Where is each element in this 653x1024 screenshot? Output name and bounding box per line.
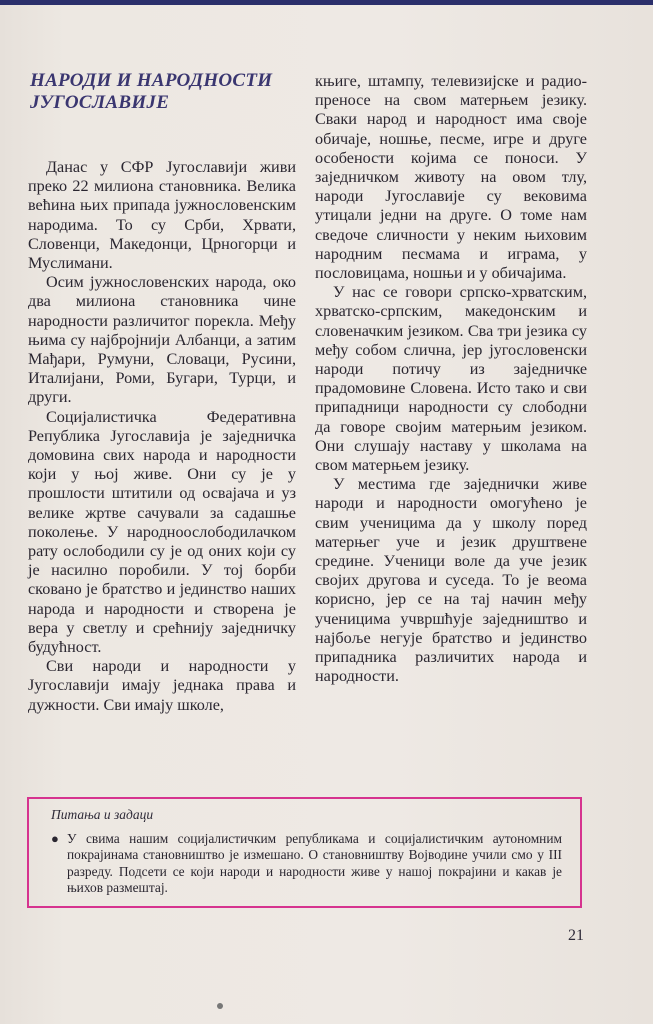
paper-speck (217, 1003, 223, 1009)
question-text: У свима нашим социјалистичким републикама и социјалистичким аутономним покрајинама становништво је измешано. О становништву Војводине учили смо у III разреду. Подсети сe који народи и народности живе у нашој покрајини и какав је њихов размештај. (67, 831, 562, 895)
paragraph-4-continuation: књиге, штампу, телевизијске и радио-преносе на свом матерњем језику. Сваки народ и народност има своје обичаје, ношње, песме, игре и друге особености којима се поноси. У заједничком животу на овом тлу, народи Југославије су вековима утицали једни на друге. О томе нам сведоче сличности у неким њиховим народним песмама и играма, у пословицама, ношњи и у обичајима. (315, 72, 587, 283)
page-title: НАРОДИ И НАРОДНОСТИ ЈУГОСЛАВИЈЕ (30, 70, 273, 113)
paragraph-3: Социјалистичка Федеративна Република Југославија је заједничка домовина свих народа и народности који у њој живе. Они су је у прошлости штитили од освајача и уз велике жртве сачували за садашње поколење. У народноослободилачком рату ослободили су је од оних који су је насилно поробили. У тој борби сковано је братство и јединство наших народа и народности и створена је вера у светлу и срећнију заједничку будућност. (28, 407, 296, 657)
paragraph-4: Сви народи и народности у Југославији имају једнака права и дужности. Сви имају школе, (28, 657, 296, 714)
left-column (28, 70, 296, 715)
page-number: 21 (568, 927, 584, 944)
questions-box (27, 797, 582, 908)
paragraph-6: У местима где заједнички живе народи и народности омогућено је свим ученицима да у школу поред матерњег уче и језик друштвене средине. Ученици воле да уче језик својих другова и суседа. То је веома корисно, јер се на тај начин међу ученицима учвршћује заједништво и најбоље негује братство и јединство припадника различитих народа и народности. (315, 475, 587, 686)
right-column (315, 72, 587, 687)
question-item (51, 831, 562, 896)
paragraph-5: У нас се говори српско-хрватским, хрватско-српским, македонским и словеначким језиком. Сва три језика су међу собом слична, јер југословенски народи потичу из заједничке прадомовине Словена. Исто тако и сви припадници народности су слободни да говоре својим матерњим језиком. Они слушају наставу у школама на свом матерњем језику. (315, 283, 587, 475)
questions-heading: Питања и задаци (51, 807, 154, 822)
top-edge-band (0, 0, 653, 5)
paragraph-1: Данас у СФР Југославији живи преко 22 милиона становника. Велика већина њих припада јужнословенским народима. То су Срби, Хрвати, Словенци, Македонци, Црногорци и Муслимани. (28, 158, 296, 273)
paragraph-2: Осим јужнословенских народа, око два милиона становника чине народности различитог порекла. Међу њима су најбројнији Албанци, а затим Мађари, Румуни, Словаци, Русини, Италијани, Роми, Бугари, Турци, и други. (28, 273, 296, 407)
bullet-icon: ● (51, 831, 59, 846)
